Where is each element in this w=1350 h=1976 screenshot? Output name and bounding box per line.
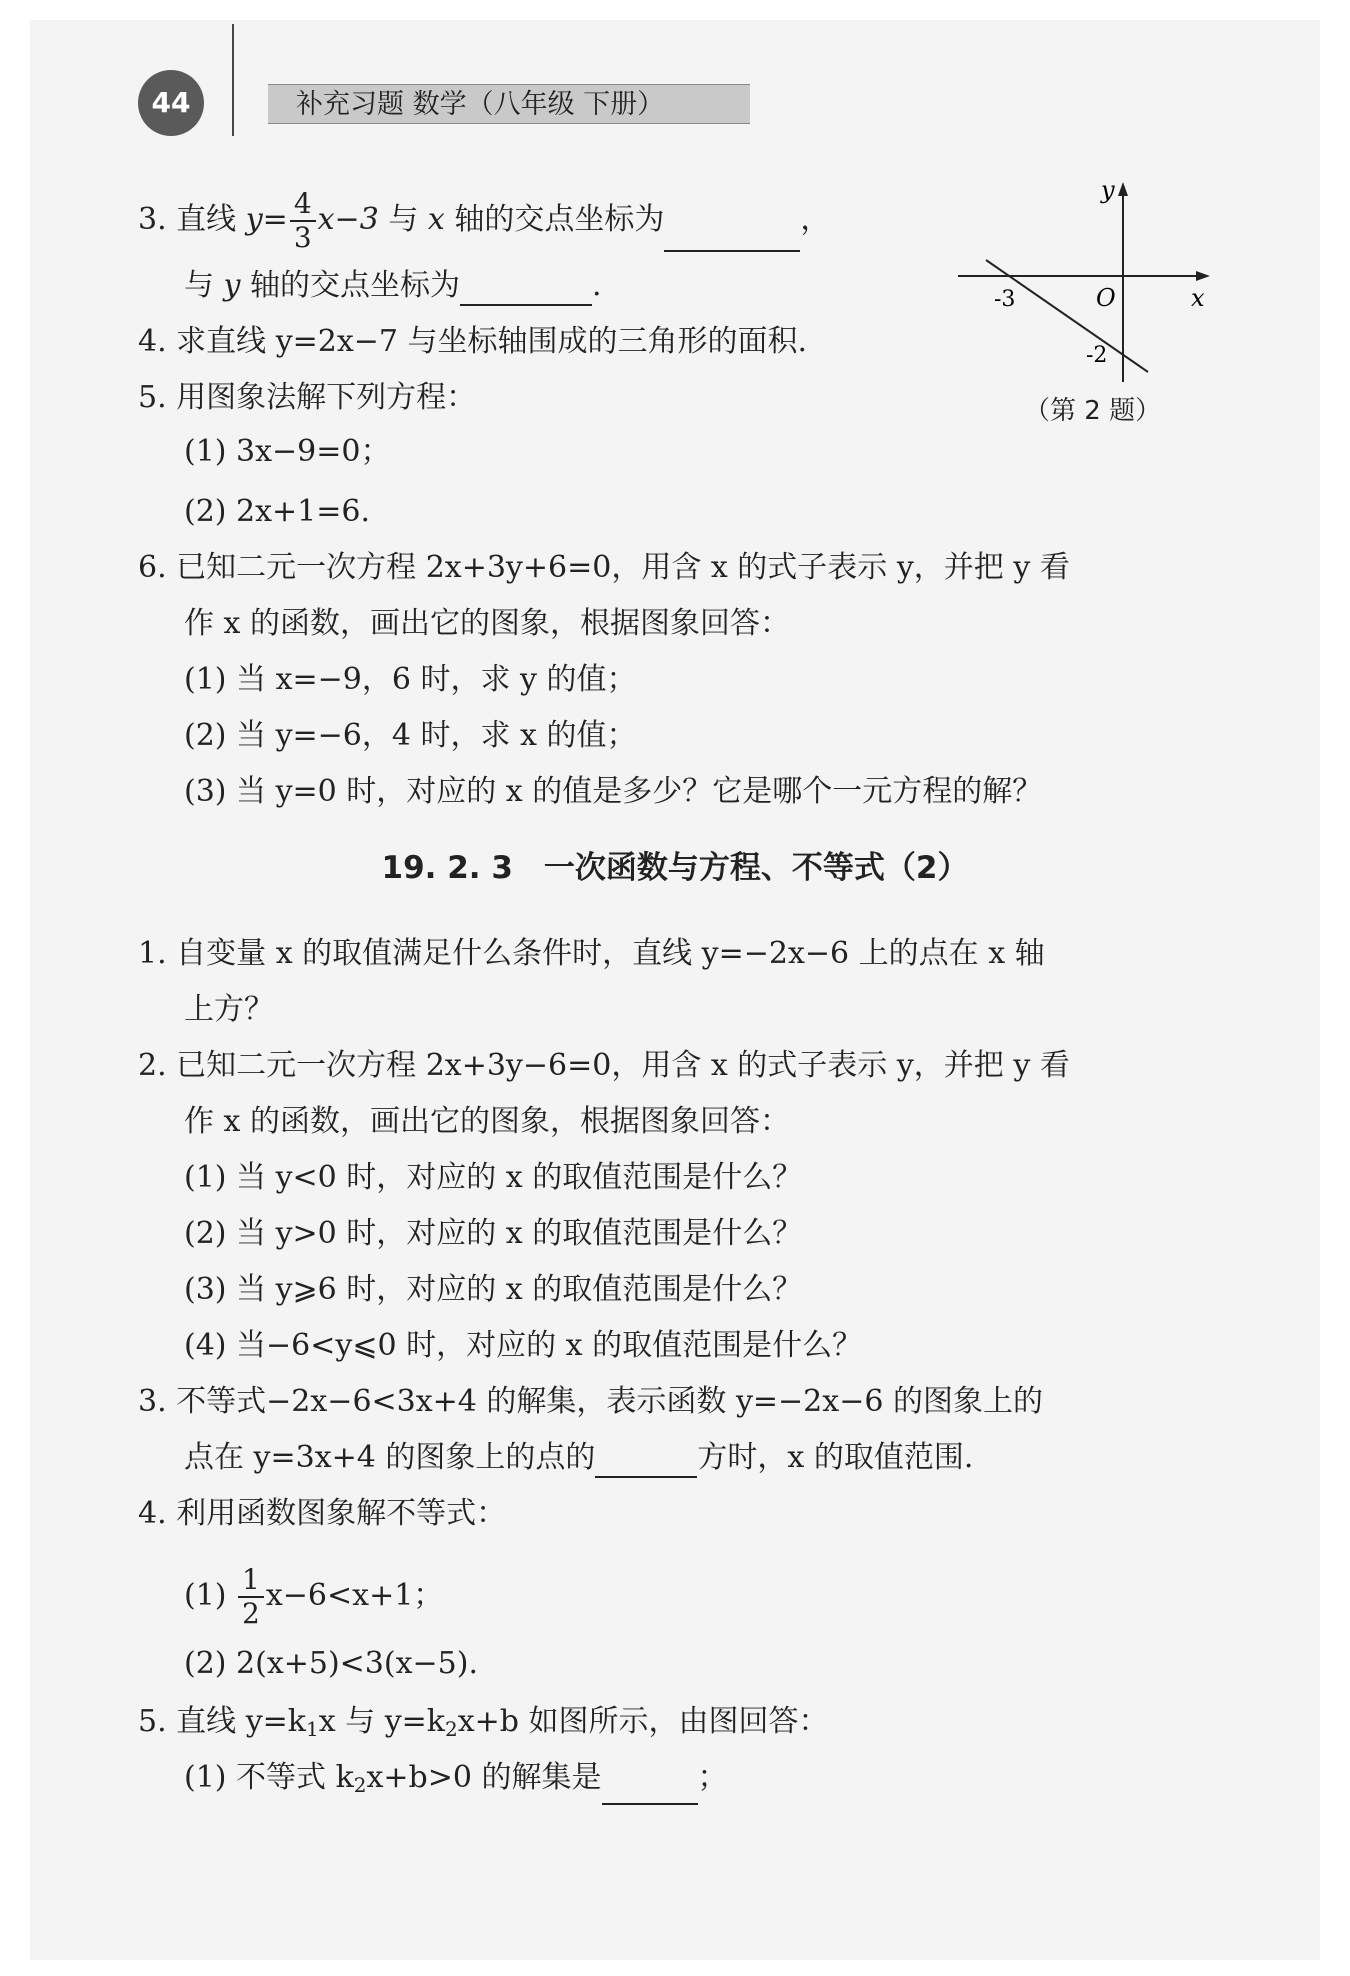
y-axis-arrow — [1118, 182, 1128, 196]
p2-q1-line1: 1. 自变量 x 的取值满足什么条件时，直线 y=−2x−6 上的点在 x 轴 — [138, 936, 1045, 971]
q6-sub3: (3) 当 y=0 时，对应的 x 的值是多少？它是哪个一元方程的解？ — [184, 774, 1043, 809]
q6-line1: 6. 已知二元一次方程 2x+3y+6=0，用含 x 的式子表示 y，并把 y 看 — [138, 550, 1070, 585]
q5-sub2: (2) 2x+1=6. — [184, 494, 371, 529]
book-title: 补充习题 数学（八年级 下册） — [296, 89, 665, 120]
x-axis-arrow — [1196, 271, 1210, 281]
p2-q4-sub2: (2) 2(x+5)<3(x−5). — [184, 1646, 478, 1681]
section-title: 19. 2. 3 一次函数与方程、不等式（2） — [381, 850, 969, 886]
book-title-band — [268, 84, 750, 124]
q4-text: 4. 求直线 y=2x−7 与坐标轴围成的三角形的面积. — [138, 324, 808, 359]
header-divider — [232, 24, 234, 136]
answer-blank[interactable] — [595, 1446, 697, 1478]
coordinate-graph — [948, 172, 1218, 392]
p2-q4-sub1: (1) $\frac{1}{2}$ x−6<x+1； — [184, 1563, 444, 1630]
x-axis-label: x — [1191, 284, 1205, 312]
fraction-4-3: $\frac{4}{3}$ — [290, 190, 316, 252]
answer-blank[interactable] — [460, 274, 592, 306]
page-number-badge: 44 — [138, 70, 204, 136]
y-intercept-label: -2 — [1086, 343, 1108, 368]
origin-label: O — [1096, 284, 1116, 312]
fraction-1-2: $\frac{1}{2}$ — [238, 1566, 264, 1628]
p2-q2-line1: 2. 已知二元一次方程 2x+3y−6=0，用含 x 的式子表示 y，并把 y 看 — [138, 1048, 1070, 1083]
figure-caption: （第 2 题） — [1024, 396, 1162, 426]
p2-q5-text: 5. 直线 $y=k_1x$ 与 $y=k_2x+b$ 如图所示，由图回答： — [138, 1704, 829, 1741]
p2-q5-sub1: (1) 不等式 $k_2x+b>0$ 的解集是 ； — [184, 1758, 728, 1805]
p2-q2-sub4: (4) 当−6<y⩽0 时，对应的 x 的取值范围是什么？ — [184, 1328, 863, 1363]
q5-text: 5. 用图象法解下列方程： — [138, 380, 477, 415]
p2-q2-sub2: (2) 当 y>0 时，对应的 x 的取值范围是什么？ — [184, 1216, 803, 1251]
q3-line1: 3. 直线 y= $\frac{4}{3}$ x−3 与 x 轴的交点坐标为 ， — [138, 187, 831, 254]
p2-q3-line2: 点在 y=3x+4 的图象上的点的 方时，x 的取值范围. — [184, 1438, 973, 1478]
p2-q2-sub1: (1) 当 y<0 时，对应的 x 的取值范围是什么？ — [184, 1160, 803, 1195]
p2-q2-sub3: (3) 当 y⩾6 时，对应的 x 的取值范围是什么？ — [184, 1272, 803, 1307]
q5-sub1: (1) 3x−9=0； — [184, 434, 391, 469]
p2-q1-line2: 上方？ — [184, 992, 274, 1027]
q6-sub1: (1) 当 x=−9，6 时，求 y 的值； — [184, 662, 637, 697]
x-intercept-label: -3 — [994, 287, 1016, 312]
answer-blank[interactable] — [664, 220, 800, 252]
answer-blank[interactable] — [602, 1773, 698, 1805]
y-axis-label: y — [1101, 176, 1115, 204]
p2-q3-line1: 3. 不等式−2x−6<3x+4 的解集，表示函数 y=−2x−6 的图象上的 — [138, 1384, 1043, 1419]
q6-sub2: (2) 当 y=−6，4 时，求 x 的值； — [184, 718, 637, 753]
q6-line2: 作 x 的函数，画出它的图象，根据图象回答： — [184, 606, 790, 641]
p2-q2-line2: 作 x 的函数，画出它的图象，根据图象回答： — [184, 1104, 790, 1139]
p2-q4-text: 4. 利用函数图象解不等式： — [138, 1496, 507, 1531]
q3-line2: 与 y 轴的交点坐标为 . — [184, 266, 602, 306]
